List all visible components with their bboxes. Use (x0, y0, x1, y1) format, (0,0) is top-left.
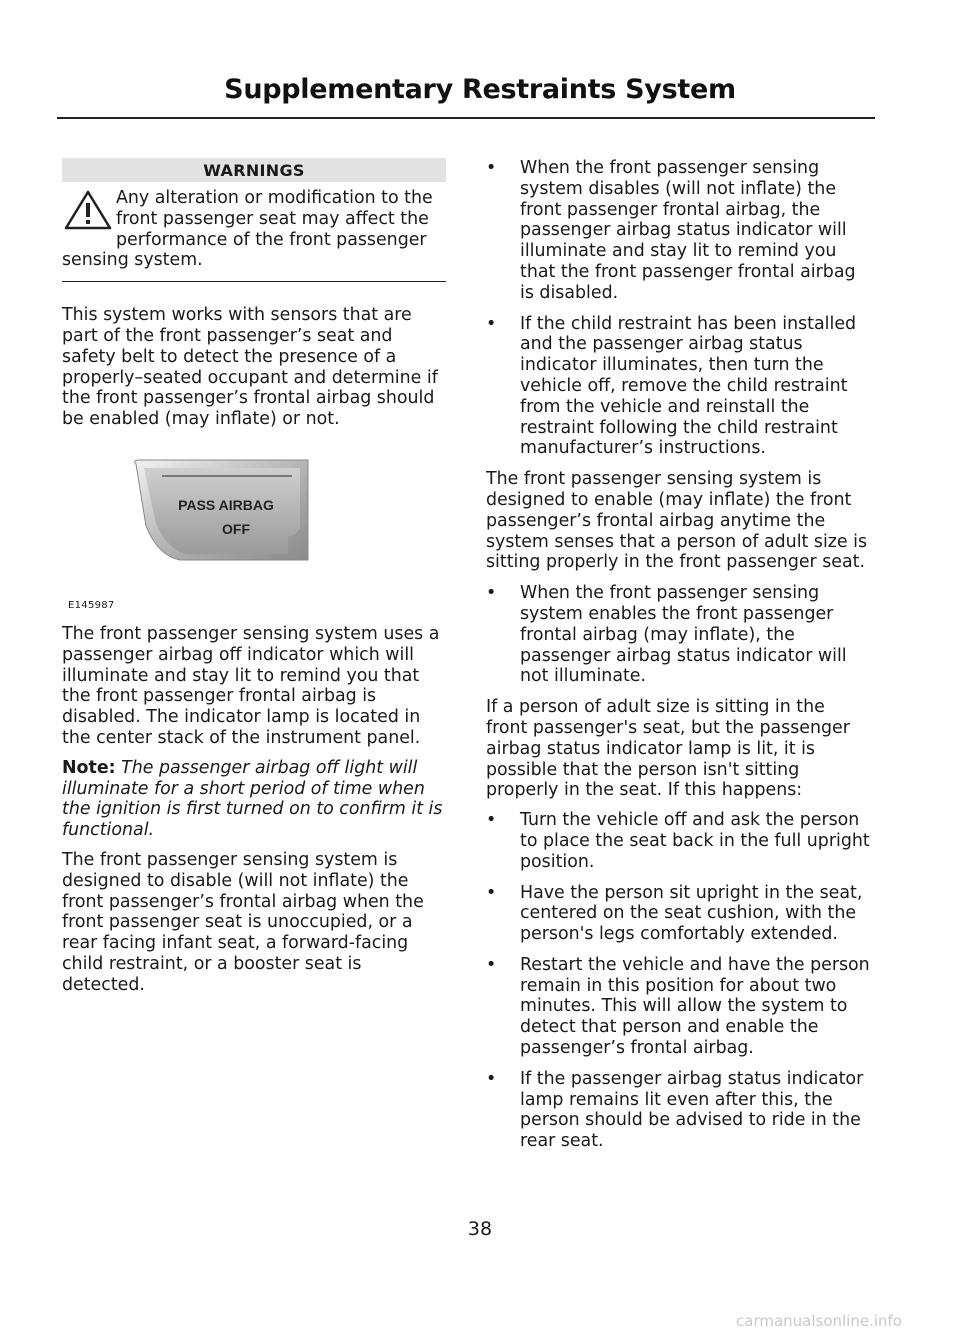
warnings-body (62, 182, 446, 271)
bullet-list-1 (486, 158, 870, 459)
list-item: • If the child restraint has been installed and the passenger airbag status indicator illuminates, then turn the vehicle off, remove the child restraint from the vehicle and reinstall the restraint following the child restraint manufacturer’s instructions. (486, 314, 870, 460)
bullet-list-2 (486, 583, 870, 687)
warnings-heading: WARNINGS (62, 158, 446, 182)
right-column (486, 158, 870, 1162)
left-paragraph-1: This system works with sensors that are part of the front passenger’s seat and safety belt to detect the presence of a properly–seated occupant and determine if the front passenger’s frontal airbag should be enabled (may inflate) or not. (62, 305, 438, 430)
header-divider (57, 117, 875, 119)
warning-triangle-icon (62, 188, 114, 232)
note (62, 758, 446, 841)
right-paragraph-1: The front passenger sensing system is designed to enable (may inflate) the front passenger’s frontal airbag anytime the system senses that a person of adult size is sitting properly in the front passenger seat. (486, 469, 868, 573)
warnings-box (62, 158, 446, 282)
figure-label-line1: PASS AIRBAG (178, 496, 274, 513)
note-label: Note: (62, 757, 116, 778)
left-column (62, 158, 446, 1005)
bullet-list-3 (486, 810, 870, 1152)
pass-airbag-off-indicator-illustration (128, 456, 314, 564)
warnings-divider (62, 281, 446, 282)
figure-id: E145987 (68, 599, 115, 611)
page-number: 38 (467, 1218, 493, 1240)
right-paragraph-2: If a person of adult size is sitting in the front passenger's seat, but the passenger airbag status indicator lamp is lit, it is possible that the person isn't sitting properly in the seat. If this happens: (486, 697, 850, 801)
list-item: • When the front passenger sensing system disables (will not inflate) the front passenger frontal airbag, the passenger airbag status indicator will illuminate and stay lit to remind you that the front passenger frontal airbag is disabled. (486, 158, 870, 304)
figure-label-line2: OFF (222, 520, 250, 537)
list-item: • Turn the vehicle off and ask the person to place the seat back in the full upright position. (486, 810, 870, 872)
warnings-text: Any alteration or modification to the front passenger seat may affect the performance of the front passenger sensing system. (62, 188, 433, 271)
page-title: Supplementary Restraints System (224, 74, 736, 105)
note-text: The passenger airbag off light will illuminate for a short period of time when the ignition is first turned on to confirm it is functional. (62, 757, 443, 841)
watermark: carmanualsonline.info (736, 1312, 902, 1330)
left-paragraph-3: The front passenger sensing system is designed to disable (will not inflate) the front passenger’s frontal airbag when the front passenger seat is unoccupied, or a rear facing infant seat, a forward-facing child restraint, or a booster seat is detected. (62, 849, 424, 995)
list-item: • Restart the vehicle and have the person remain in this position for about two minutes. This will allow the system to detect that person and enable the passenger’s frontal airbag. (486, 955, 870, 1059)
left-paragraph-2: The front passenger sensing system uses a passenger airbag off indicator which will illuminate and stay lit to remind you that the front passenger frontal airbag is disabled. The indicator lamp is located in the center stack of the instrument panel. (62, 623, 440, 748)
list-item: • If the passenger airbag status indicator lamp remains lit even after this, the person should be advised to ride in the rear seat. (486, 1069, 870, 1152)
list-item: • Have the person sit upright in the seat, centered on the seat cushion, with the person's legs comfortably extended. (486, 883, 870, 945)
list-item: • When the front passenger sensing system enables the front passenger frontal airbag (may inflate), the passenger airbag status indicator will not illuminate. (486, 583, 870, 687)
airbag-indicator-figure (62, 456, 446, 616)
